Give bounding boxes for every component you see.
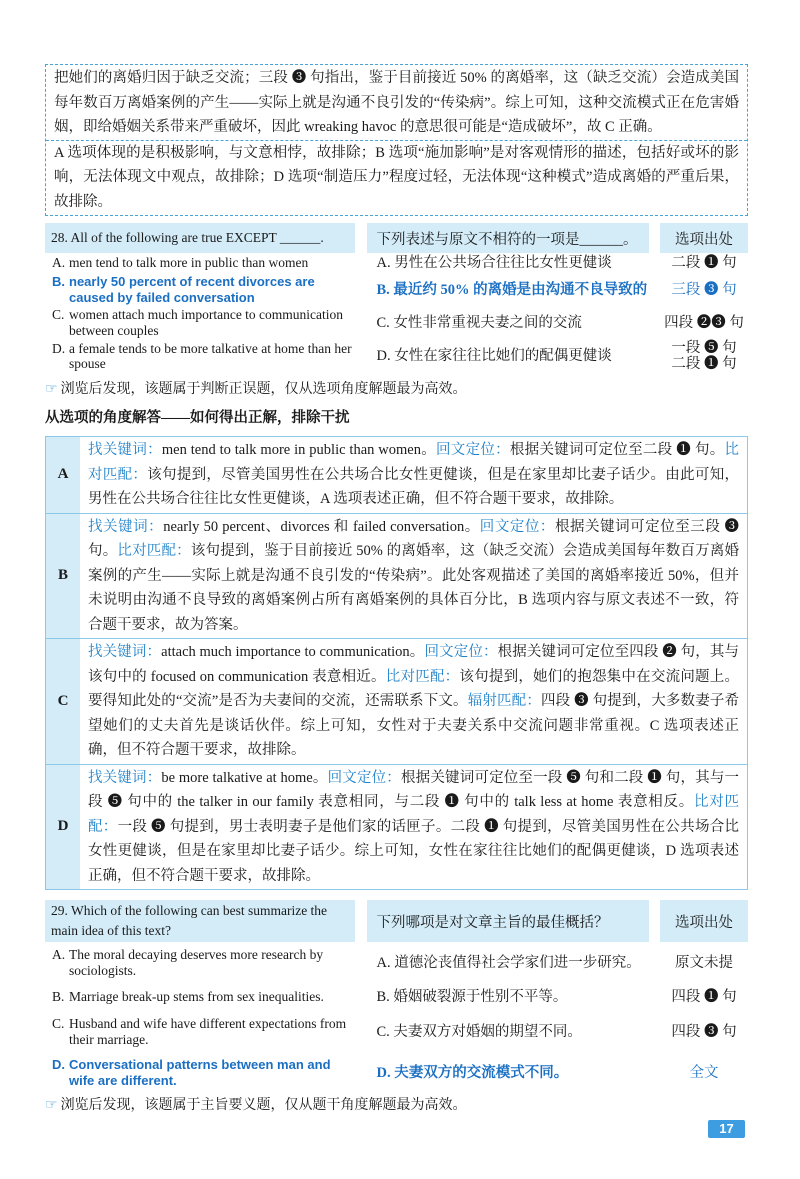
question-28-table <box>45 223 748 373</box>
option-row-b <box>45 273 748 306</box>
analysis-segment: 根据关键词可定位至四段 ❷ 句，其与该句中的 focused on communication 表意相近。 <box>88 644 739 685</box>
question-29-header <box>45 900 748 942</box>
step-label: 找关键词： <box>88 518 164 535</box>
option-row-c <box>45 1011 748 1052</box>
question-29-stem-cn: 下列哪项是对文章主旨的最佳概括？ <box>367 900 649 942</box>
option-analysis-table <box>45 436 748 890</box>
step-label: 比对匹配： <box>117 543 191 559</box>
option-text: Marriage break-up stems from sex inequalities. <box>69 989 324 1005</box>
option-chinese: D. 女性在家往往比她们的配偶更健谈 <box>376 348 612 364</box>
option-letter: B. <box>52 989 65 1005</box>
option-text: nearly 50 percent of recent divorces are caused by failed conversation <box>69 274 315 305</box>
question-28-stem: 28. All of the following are true EXCEPT ______. <box>45 223 355 253</box>
step-label: 回文定位： <box>479 518 555 535</box>
analysis-text <box>80 765 747 890</box>
option-source <box>660 1065 748 1081</box>
analysis-segment: be more talkative at home。 <box>161 769 328 786</box>
step-label: 找关键词： <box>88 644 162 660</box>
source-line: 三段 ❸ 句 <box>671 281 737 298</box>
option-row-a <box>45 253 748 273</box>
source-line: 四段 ❷❸ 句 <box>664 314 744 331</box>
analysis-segment: 该句提到，尽管美国男性在公共场合比女性更健谈，但是在家里却比妻子话少。由此可知，男性在公共场合往往比女性更健谈，A 选项表述正确，但不符合题干要求，故排除。 <box>88 466 740 507</box>
source-line: 全文 <box>689 1064 719 1081</box>
analysis-segment: nearly 50 percent、divorces 和 failed conversation。 <box>163 518 480 535</box>
source-line: 四段 ❶ 句 <box>671 989 737 1005</box>
analysis-text <box>80 514 747 639</box>
analysis-row-c <box>46 638 747 764</box>
analysis-segment: attach much importance to communication。 <box>161 644 425 660</box>
step-label: 找关键词： <box>88 769 162 786</box>
option-english <box>45 1016 355 1047</box>
analysis-segment: 该句提到，她们的抱怨集中在交流问题上。要得知此处的“交流”是否为夫妻间的交流，还需联系下文。 <box>88 668 740 709</box>
option-source <box>660 282 748 298</box>
pointing-hand-icon <box>45 381 58 397</box>
analysis-segment: men tend to talk more in public than women。 <box>161 442 437 458</box>
step-label: 辐射匹配： <box>467 693 542 709</box>
option-source <box>660 955 748 971</box>
option-letter: A. <box>52 947 66 962</box>
source-line: 四段 ❸ 句 <box>671 1023 737 1040</box>
source-line: 二段 ❶ 句 <box>671 356 737 372</box>
option-text: The moral decaying deserves more research by sociologists. <box>69 947 324 978</box>
source-line: 原文未提 <box>675 954 733 971</box>
option-english <box>45 947 355 978</box>
analysis-row-d <box>46 764 747 890</box>
analysis-text <box>80 437 747 513</box>
option-source <box>660 989 748 1005</box>
option-english <box>45 255 355 271</box>
option-chinese: A. 男性在公共场合往往比女性更健谈 <box>376 255 612 271</box>
page-content <box>45 64 748 1116</box>
option-letter: B. <box>52 274 65 289</box>
option-source <box>660 340 748 372</box>
distractor-explanation: A 选项体现的是积极影响，与文意相悖，故排除；B 选项“施加影响”是对客观情形的描述，包括好或坏的影响，无法体现文中观点，故排除；D 选项“制造压力”程度过轻，无法体现“这种模式”造成离婚的严重后果，故排除。 <box>54 144 739 210</box>
section-heading: 从选项的角度解答——如何得出正解，排除干扰 <box>45 410 350 426</box>
pointing-hand-icon <box>45 1097 58 1113</box>
step-label: 比对匹配： <box>88 442 740 483</box>
source-header: 选项出处 <box>660 223 748 253</box>
tip-line <box>45 1095 748 1116</box>
option-letter: D. <box>52 1057 65 1072</box>
analysis-row-b <box>46 513 747 639</box>
option-source <box>660 255 748 271</box>
analysis-segment: 该句提到，鉴于目前接近 50% 的离婚率，这（缺乏交流）会造成美国每年数百万离婚案例的产生——实际上就是沟通不良引发的“传染病”。此处客观描述了美国的离婚率接近 50%，但并未说明由沟通不良导致的离婚案例占所有离婚案例的具体百分比，B 选项内容与原文表述不一致，符合题干要求，故为答案。 <box>88 543 740 633</box>
option-row-a <box>45 942 748 983</box>
option-row-d <box>45 339 748 373</box>
step-label: 回文定位： <box>436 442 510 458</box>
option-text: Husband and wife have different expectations from their marriage. <box>69 1016 347 1047</box>
explanation-box <box>45 64 748 216</box>
option-source <box>660 1024 748 1040</box>
option-chinese: B. 婚姻破裂源于性别不平等。 <box>376 989 568 1005</box>
option-english <box>45 307 355 338</box>
option-english <box>45 1057 355 1088</box>
option-english <box>45 989 355 1005</box>
question-28-stem-cn: 下列表述与原文不相符的一项是______。 <box>367 223 649 253</box>
option-letter: C. <box>52 1016 65 1031</box>
explanation-paragraph: 把她们的离婚归因于缺乏交流；三段 ❸ 句指出，鉴于目前接近 50% 的离婚率，这（缺乏交流）会造成美国每年数百万离婚案例的产生——实际上就是沟通不良引发的“传染病”。综上可知，这种交流模式正在危害婚姻，即给婚姻关系带来严重破坏，因此 wreaking havoc 的意思很可能是“造成破坏”，故 C 正确。 <box>54 70 739 135</box>
step-label: 比对匹配： <box>88 794 739 835</box>
question-29-stem: 29. Which of the following can best summarize the main idea of this text? <box>45 900 355 942</box>
option-letter: D. <box>52 340 66 356</box>
step-label: 回文定位： <box>327 769 401 786</box>
tip-text: 浏览后发现，该题属于判断正误题，仅从选项角度解题最为高效。 <box>60 382 467 397</box>
tip-line <box>45 379 748 400</box>
page-number: 17 <box>708 1120 745 1138</box>
question-29-table <box>45 900 748 1093</box>
option-text: a female tends to be more talkative at home than her spouse <box>69 340 352 371</box>
source-header: 选项出处 <box>660 900 748 942</box>
option-text: men tend to talk more in public than women <box>69 255 309 271</box>
option-row-d <box>45 1052 748 1093</box>
analysis-segment: 根据关键词可定位至一段 ❺ 句和二段 ❶ 句，其与一段 ❺ 句中的 the talker in our family 表意相同，与二段 ❶ 句中的 talk less at home 表意相反。 <box>88 769 739 810</box>
option-chinese: C. 夫妻双方对婚姻的期望不同。 <box>376 1023 582 1040</box>
option-chinese: C. 女性非常重视夫妻之间的交流 <box>376 314 582 331</box>
option-english <box>45 341 355 372</box>
option-row-b <box>45 983 748 1011</box>
analysis-letter: D <box>46 765 80 890</box>
option-chinese: A. 道德沦丧值得社会学家们进一步研究。 <box>376 954 641 971</box>
option-text: Conversational patterns between man and wife are different. <box>69 1057 331 1088</box>
option-row-c <box>45 306 748 339</box>
analysis-letter: A <box>46 437 80 513</box>
source-line: 二段 ❶ 句 <box>671 255 737 271</box>
analysis-letter: C <box>46 639 80 764</box>
source-line: 一段 ❺ 句 <box>671 340 737 356</box>
analysis-text <box>80 639 747 764</box>
option-text: women attach much importance to communication between couples <box>69 307 344 338</box>
analysis-segment: 根据关键词可定位至二段 ❶ 句。 <box>509 442 725 458</box>
step-label: 比对匹配： <box>385 668 460 685</box>
analysis-segment: 根据关键词可定位至三段 ❸ 句。 <box>88 518 740 559</box>
option-letter: C. <box>52 307 65 322</box>
analysis-letter: B <box>46 514 80 639</box>
tip-text: 浏览后发现，该题属于主旨要义题，仅从题干角度解题最为高效。 <box>60 1098 467 1113</box>
option-chinese: D. 夫妻双方的交流模式不同。 <box>376 1064 569 1081</box>
step-label: 回文定位： <box>424 644 498 660</box>
analysis-segment: 四段 ❸ 句提到，大多数妻子希望她们的丈夫首先是谈话伙伴。综上可知，女性对于夫妻关系中交流问题非常重视。C 选项表述正确，但不符合题干要求，故排除。 <box>88 693 740 758</box>
question-28-header <box>45 223 748 253</box>
analysis-row-a <box>46 437 747 513</box>
option-english <box>45 274 355 305</box>
analysis-segment: 一段 ❺ 句提到，男士表明妻子是他们家的话匣子。二段 ❶ 句提到，尽管美国男性在公共场合比女性更健谈，但是在家里却比妻子话少。综上可知，女性在家往往比她们的配偶更健谈，D 选项表述正确，但不符合题干要求，故排除。 <box>88 818 740 884</box>
option-chinese: B. 最近约 50% 的离婚是由沟通不良导致的 <box>376 281 648 298</box>
step-label: 找关键词： <box>88 442 162 458</box>
option-source <box>660 315 748 331</box>
option-letter: A. <box>52 255 66 271</box>
